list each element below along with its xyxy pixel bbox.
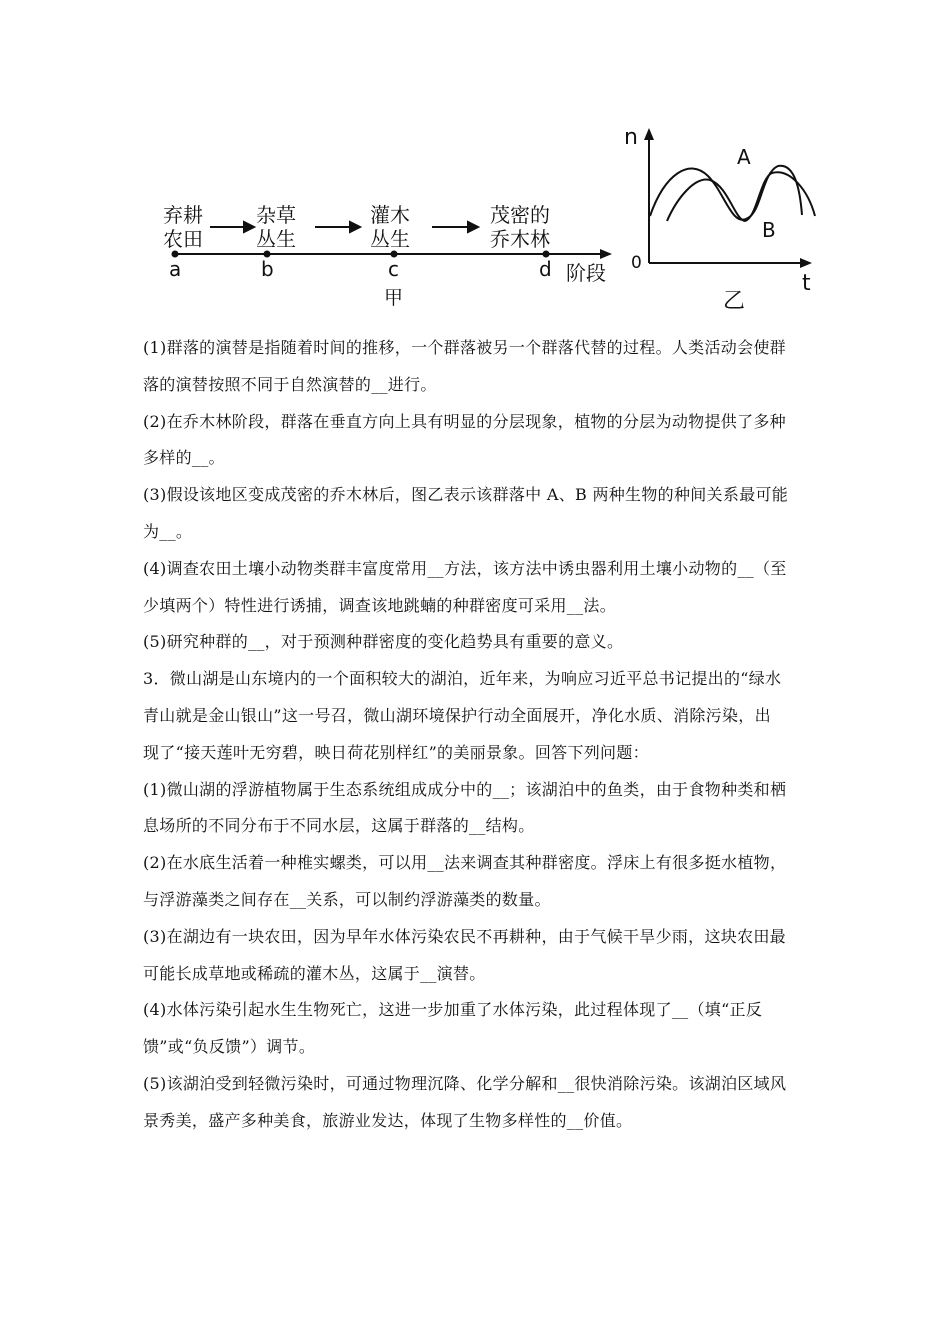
- stage-axis-arrowhead: [600, 249, 612, 259]
- point-c-label: c: [388, 257, 399, 281]
- succession-figure: [150, 118, 830, 318]
- text-line: (1)群落的演替是指随着时间的推移，一个群落被另一个群落代替的过程。人类活动会使群: [143, 338, 786, 357]
- question-text: [143, 330, 813, 1140]
- graph-y-label: n: [624, 125, 638, 150]
- stage-arrows: [210, 222, 478, 232]
- stage-4-top: 茂密的: [490, 203, 550, 227]
- stage-1-top: 弃耕: [163, 203, 203, 227]
- stage-axis-label: 阶段: [566, 261, 606, 285]
- curve-a: [650, 166, 802, 220]
- text-line: 馈”或“负反馈”）调节。: [143, 1037, 316, 1057]
- stage-4-bottom: 乔木林: [490, 227, 550, 251]
- text-line: (4)水体污染引起水生生物死亡，这进一步加重了水体污染，此过程体现了__（填“正反: [143, 1000, 763, 1020]
- point-b-label: b: [261, 257, 274, 281]
- arrow-1-head: [244, 222, 254, 232]
- arrow-3-head: [468, 222, 478, 232]
- graph-x-arrowhead: [800, 258, 812, 268]
- succession-diagram: [163, 203, 612, 309]
- stage-2-top: 杂草: [256, 203, 296, 227]
- text-line: 现了“接天莲叶无穷碧，映日荷花别样红”的美丽景象。回答下列问题：: [143, 742, 649, 762]
- text-line: 与浮游藻类之间存在__关系，可以制约浮游藻类的数量。: [143, 889, 551, 909]
- curve-b-label: B: [762, 218, 776, 242]
- stage-3-top: 灌木: [370, 203, 410, 227]
- stage-1-bottom: 农田: [163, 227, 203, 251]
- text-line: 青山就是金山银山”这一号召，微山湖环境保护行动全面展开，净化水质、消除污染，出: [143, 705, 771, 725]
- graph-x-label: t: [802, 271, 811, 296]
- text-line: (3)在湖边有一块农田，因为早年水体污染农民不再耕种，由于气候干旱少雨，这块农田最: [143, 926, 786, 946]
- figure: [150, 118, 830, 318]
- text-line: 可能长成草地或稀疏的灌木丛，这属于__演替。: [143, 963, 486, 983]
- text-line: 为__。: [143, 521, 193, 541]
- graph-origin: 0: [631, 253, 642, 273]
- text-line: (3)假设该地区变成茂密的乔木林后，图乙表示该群落中 A、B 两种生物的种间关系最可能: [143, 485, 789, 505]
- caption-yi: 乙: [723, 289, 746, 314]
- curve-a-label: A: [737, 145, 751, 169]
- text-line: (5)研究种群的__，对于预测种群密度的变化趋势具有重要的意义。: [143, 632, 624, 652]
- point-d-label: d: [539, 257, 552, 281]
- stage-2-bottom: 丛生: [256, 227, 296, 251]
- text-line: 多样的__。: [143, 448, 225, 468]
- text-line: (5)该湖泊受到轻微污染时，可通过物理沉降、化学分解和__很快消除污染。该湖泊区域风: [143, 1073, 787, 1093]
- text-line: (4)调查农田土壤小动物类群丰富度常用__方法，该方法中诱虫器利用土壤小动物的__（至: [143, 558, 787, 578]
- point-a-label: a: [169, 257, 182, 281]
- text-line: 少填两个）特性进行诱捕，调查该地跳蝻的种群密度可采用__法。: [143, 595, 617, 615]
- text-line: (2)在乔木林阶段，群落在垂直方向上具有明显的分层现象，植物的分层为动物提供了多种: [143, 411, 786, 431]
- arrow-2-head: [350, 222, 360, 232]
- text-line: 落的演替按照不同于自然演替的__进行。: [143, 374, 437, 394]
- graph-y-arrowhead: [644, 128, 654, 140]
- curve-b: [667, 172, 815, 221]
- population-graph: [624, 125, 815, 314]
- text-line: (2)在水底生活着一种椎实螺类，可以用__法来调查其种群密度。浮床上有很多挺水植物，: [143, 853, 787, 873]
- text-line: 景秀美，盛产多种美食，旅游业发达，体现了生物多样性的__价值。: [143, 1110, 633, 1130]
- stage-3-bottom: 丛生: [370, 227, 410, 251]
- text-line: 息场所的不同分布于不同水层，这属于群落的__结构。: [143, 816, 535, 836]
- text-line: 3．微山湖是山东境内的一个面积较大的湖泊，近年来，为响应习近平总书记提出的“绿水: [143, 669, 782, 689]
- caption-jia: 甲: [384, 287, 404, 309]
- text-line: (1)微山湖的浮游植物属于生态系统组成成分中的__；该湖泊中的鱼类，由于食物种类和栖: [143, 779, 787, 799]
